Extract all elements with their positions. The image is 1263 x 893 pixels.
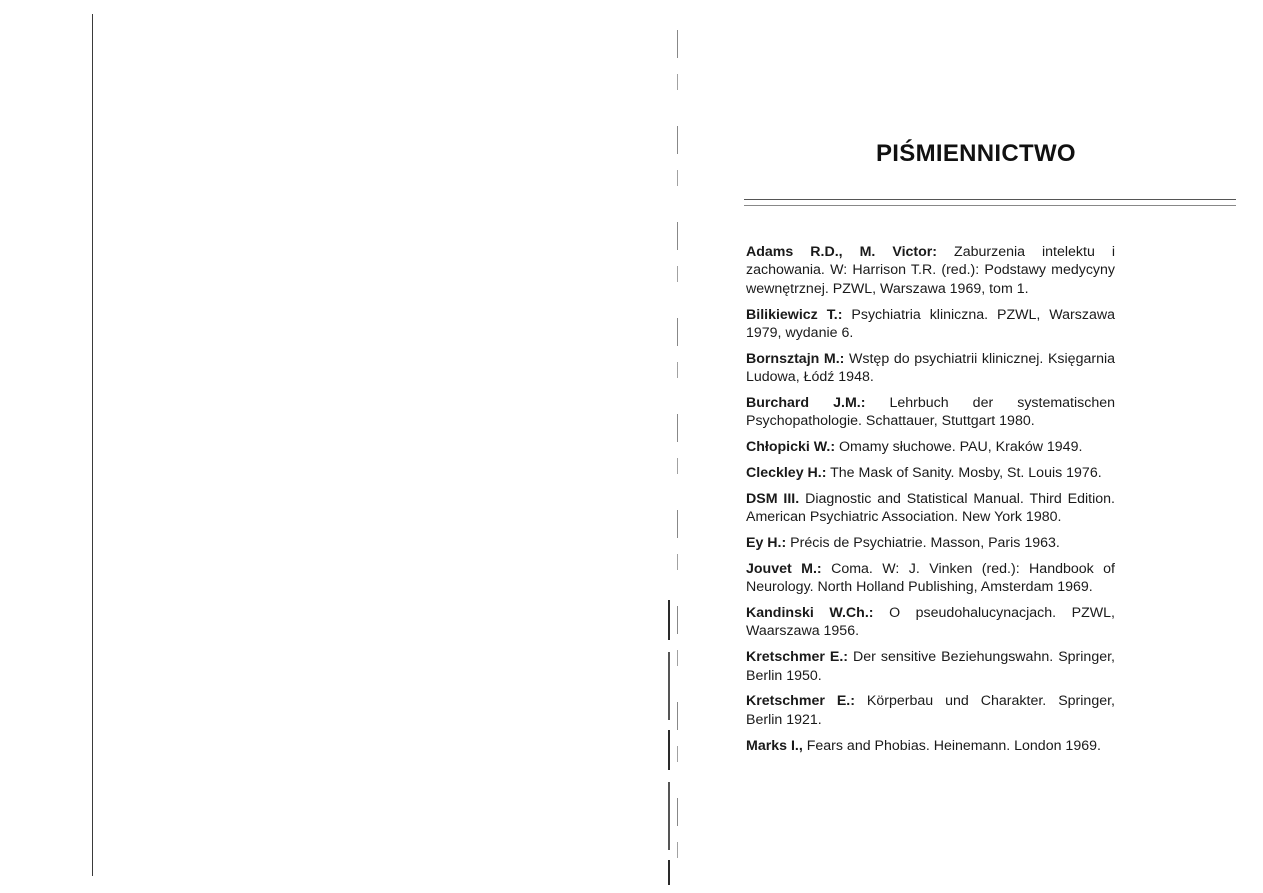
reference-entry bbox=[746, 394, 1115, 431]
reference-text: O pseudohalucynacjach. PZWL, Waarszawa 1956. bbox=[746, 605, 1115, 640]
reference-author: Bilikiewicz T.: bbox=[746, 306, 843, 323]
book-gutter bbox=[677, 30, 678, 885]
reference-entry bbox=[746, 243, 1115, 298]
reference-entry bbox=[746, 306, 1115, 343]
page-title: PIŚMIENNICTWO bbox=[876, 140, 1076, 167]
reference-text: The Mask of Sanity. Mosby, St. Louis 1976. bbox=[826, 465, 1102, 482]
reference-author: DSM III. bbox=[746, 490, 800, 507]
reference-text: Omamy słuchowe. PAU, Kraków 1949. bbox=[835, 439, 1083, 456]
title-rule-top bbox=[744, 199, 1236, 200]
reference-entry bbox=[746, 737, 1115, 755]
reference-author: Kretschmer E.: bbox=[746, 649, 849, 666]
reference-author: Bornsztajn M.: bbox=[746, 350, 845, 367]
reference-author: Kretschmer E.: bbox=[746, 693, 855, 710]
reference-entry bbox=[746, 350, 1115, 387]
reference-text: Diagnostic and Statistical Manual. Third Edition. American Psychiatric Association. New York 1980. bbox=[746, 490, 1115, 526]
reference-entry bbox=[746, 464, 1115, 482]
reference-author: Burchard J.M.: bbox=[746, 395, 866, 412]
reference-author: Cleckley H.: bbox=[746, 465, 827, 482]
reference-text: Lehrbuch der systematischen Psychopathologie. Schattauer, Stuttgart 1980. bbox=[746, 395, 1115, 430]
reference-text: Psychiatria kliniczna. PZWL, Warszawa 1979, wydanie 6. bbox=[746, 306, 1115, 342]
reference-entry bbox=[746, 490, 1115, 527]
reference-author: Kandinski W.Ch.: bbox=[746, 605, 874, 622]
reference-author: Marks I., bbox=[746, 737, 803, 754]
left-page-edge bbox=[92, 14, 93, 876]
reference-text: Zaburzenia intelektu i zachowania. W: Harrison T.R. (red.): Podstawy medycyny wewnętrznej. PZWL, Warszawa 1969, tom 1. bbox=[746, 244, 1115, 297]
reference-author: Jouvet M.: bbox=[746, 560, 822, 577]
reference-entry bbox=[746, 438, 1115, 456]
reference-entry bbox=[746, 604, 1115, 641]
reference-entry bbox=[746, 692, 1115, 729]
reference-entry bbox=[746, 560, 1115, 597]
reference-text: Wstęp do psychiatrii klinicznej. Księgarnia Ludowa, Łódź 1948. bbox=[746, 350, 1116, 386]
book-gutter-shadow bbox=[668, 600, 670, 885]
reference-text: Fears and Phobias. Heinemann. London 1969. bbox=[802, 737, 1101, 754]
reference-author: Ey H.: bbox=[746, 535, 787, 552]
reference-entry bbox=[746, 648, 1115, 685]
reference-author: Adams R.D., M. Victor: bbox=[746, 244, 938, 260]
reference-text: Der sensitive Beziehungswahn. Springer, Berlin 1950. bbox=[746, 649, 1115, 684]
reference-text: Coma. W: J. Vinken (red.): Handbook of Neurology. North Holland Publishing, Amsterdam 1969. bbox=[746, 560, 1115, 596]
reference-list bbox=[746, 243, 1115, 762]
title-rule-bottom bbox=[744, 205, 1236, 206]
reference-author: Chłopicki W.: bbox=[746, 439, 836, 456]
reference-text: Précis de Psychiatrie. Masson, Paris 1963. bbox=[786, 535, 1060, 552]
reference-text: Körperbau und Charakter. Springer, Berlin 1921. bbox=[746, 693, 1115, 728]
reference-entry bbox=[746, 534, 1115, 552]
